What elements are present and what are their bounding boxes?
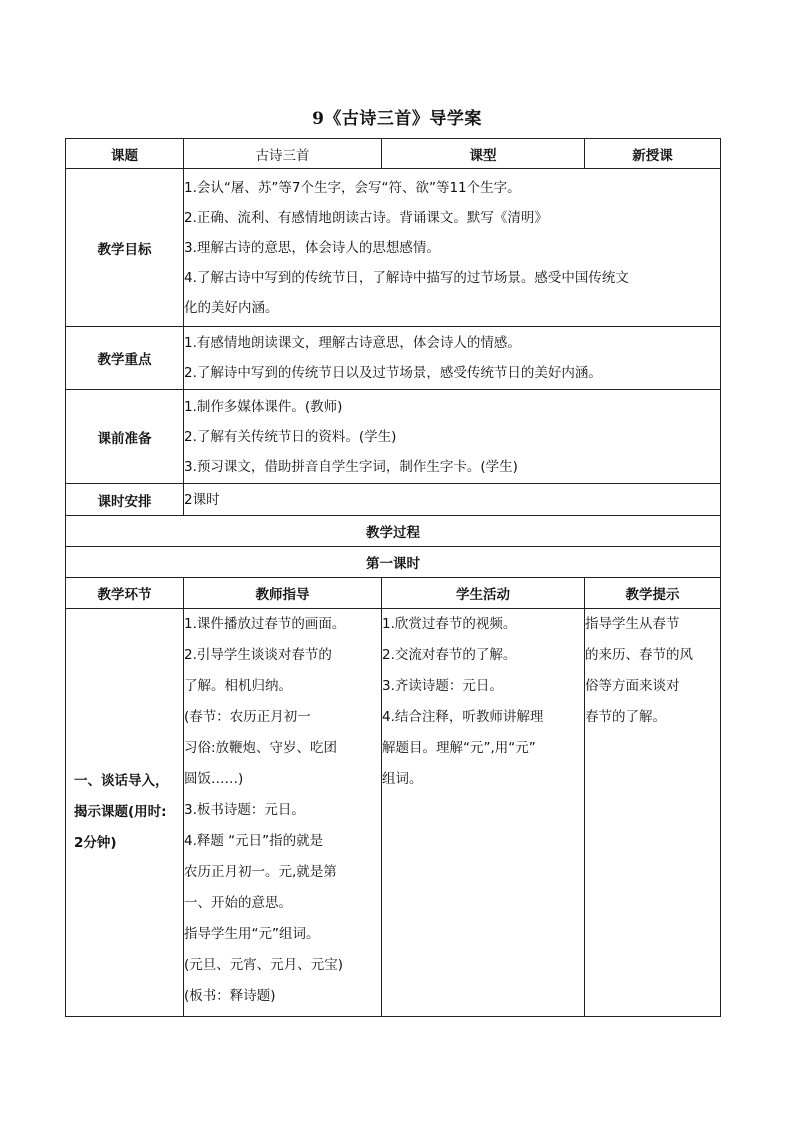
- tips-column-header: 教学提示: [585, 578, 721, 609]
- schedule-value: [184, 484, 721, 516]
- student-line: 解题目。理解“元”,用“元”: [382, 740, 536, 756]
- preparation-row: [66, 390, 721, 484]
- teacher-line: 指导学生用“元”组词。: [184, 926, 320, 942]
- objective-item: 4.了解古诗中写到的传统节日，了解诗中描写的过节场景。感受中国传统文: [184, 269, 629, 286]
- schedule-text: 2课时: [184, 491, 220, 508]
- teacher-line: 一、开始的意思。: [184, 895, 292, 911]
- key-points-content: [184, 327, 721, 390]
- objective-item: 3.理解古诗的意思，体会诗人的思想感情。: [184, 239, 440, 256]
- stage-name-line: 揭示课题(用时:: [74, 804, 167, 820]
- objective-item: 2.正确、流利、有感情地朗读古诗。背诵课文。默写《清明》: [184, 209, 548, 226]
- tips-line: 指导学生从春节: [585, 616, 680, 632]
- preparation-label: 课前准备: [66, 390, 184, 484]
- key-point-item: 1.有感情地朗读课文，理解古诗意思，体会诗人的情感。: [184, 335, 521, 351]
- teacher-guidance: [184, 609, 382, 1017]
- tips-line: 俗等方面来谈对: [585, 678, 680, 694]
- teacher-line: 习俗:放鞭炮、守岁、吃团: [184, 740, 338, 756]
- teacher-line: 1.课件播放过春节的画面。: [184, 616, 346, 632]
- page-title: 9《古诗三首》导学案: [312, 109, 482, 129]
- teacher-line: 了解。相机归纳。: [184, 678, 292, 694]
- stage-name-line: 2分钟): [74, 835, 117, 851]
- type-value: 新授课: [585, 139, 721, 169]
- lesson-heading-row: [66, 547, 721, 578]
- teaching-tips: [585, 609, 721, 1017]
- lesson-plan-table: [65, 138, 721, 1017]
- tips-line: 春节的了解。: [585, 709, 666, 725]
- teacher-line: (元旦、元宵、元月、元宝): [184, 957, 344, 973]
- teacher-line: 圆饭……): [184, 771, 244, 787]
- topic-label: 课题: [66, 139, 184, 169]
- preparation-content: [184, 390, 721, 484]
- header-row: [66, 139, 721, 169]
- stage-column-header: 教学环节: [66, 578, 184, 609]
- lesson-heading: 第一课时: [66, 547, 721, 578]
- teacher-line: (春节：农历正月初一: [184, 709, 311, 725]
- teacher-line: 农历正月初一。元,就是第: [184, 864, 337, 880]
- student-line: 组词。: [382, 771, 423, 787]
- preparation-item: 3.预习课文，借助拼音自学生字词，制作生字卡。(学生): [184, 458, 518, 475]
- objectives-row: [66, 169, 721, 327]
- process-heading: 教学过程: [66, 516, 721, 547]
- objectives-label: 教学目标: [66, 169, 184, 327]
- teacher-line: (板书：释诗题): [184, 988, 276, 1004]
- schedule-label: 课时安排: [66, 484, 184, 516]
- objectives-content: [184, 169, 721, 327]
- teacher-line: 3.板书诗题：元日。: [184, 802, 305, 818]
- student-line: 4.结合注释，听教师讲解理: [382, 709, 544, 725]
- objective-item: 化的美好内涵。: [184, 299, 279, 316]
- schedule-row: [66, 484, 721, 516]
- objective-item: 1.会认“屠、苏”等7个生字，会写“符、欲”等11个生字。: [184, 179, 521, 196]
- stage-name: [66, 609, 184, 1017]
- type-label: 课型: [382, 139, 585, 169]
- teacher-line: 4.释题 “元日”指的就是: [184, 833, 324, 849]
- preparation-item: 1.制作多媒体课件。(教师): [184, 398, 343, 415]
- key-points-row: [66, 327, 721, 390]
- key-point-item: 2.了解诗中写到的传统节日以及过节场景，感受传统节日的美好内涵。: [184, 365, 602, 381]
- teacher-column-header: 教师指导: [184, 578, 382, 609]
- stage-name-line: 一、谈话导入，: [74, 773, 169, 789]
- column-header-row: [66, 578, 721, 609]
- student-line: 1.欣赏过春节的视频。: [382, 616, 517, 632]
- topic-value: 古诗三首: [184, 139, 382, 169]
- student-line: 2.交流对春节的了解。: [382, 647, 517, 663]
- student-column-header: 学生活动: [382, 578, 585, 609]
- preparation-item: 2.了解有关传统节日的资料。(学生): [184, 428, 397, 445]
- tips-line: 的来历、春节的风: [585, 647, 693, 663]
- student-activities: [382, 609, 585, 1017]
- stage-row: [66, 609, 721, 1017]
- teacher-line: 2.引导学生谈谈对春节的: [184, 647, 332, 663]
- key-points-label: 教学重点: [66, 327, 184, 390]
- student-line: 3.齐读诗题：元日。: [382, 678, 503, 694]
- process-heading-row: [66, 516, 721, 547]
